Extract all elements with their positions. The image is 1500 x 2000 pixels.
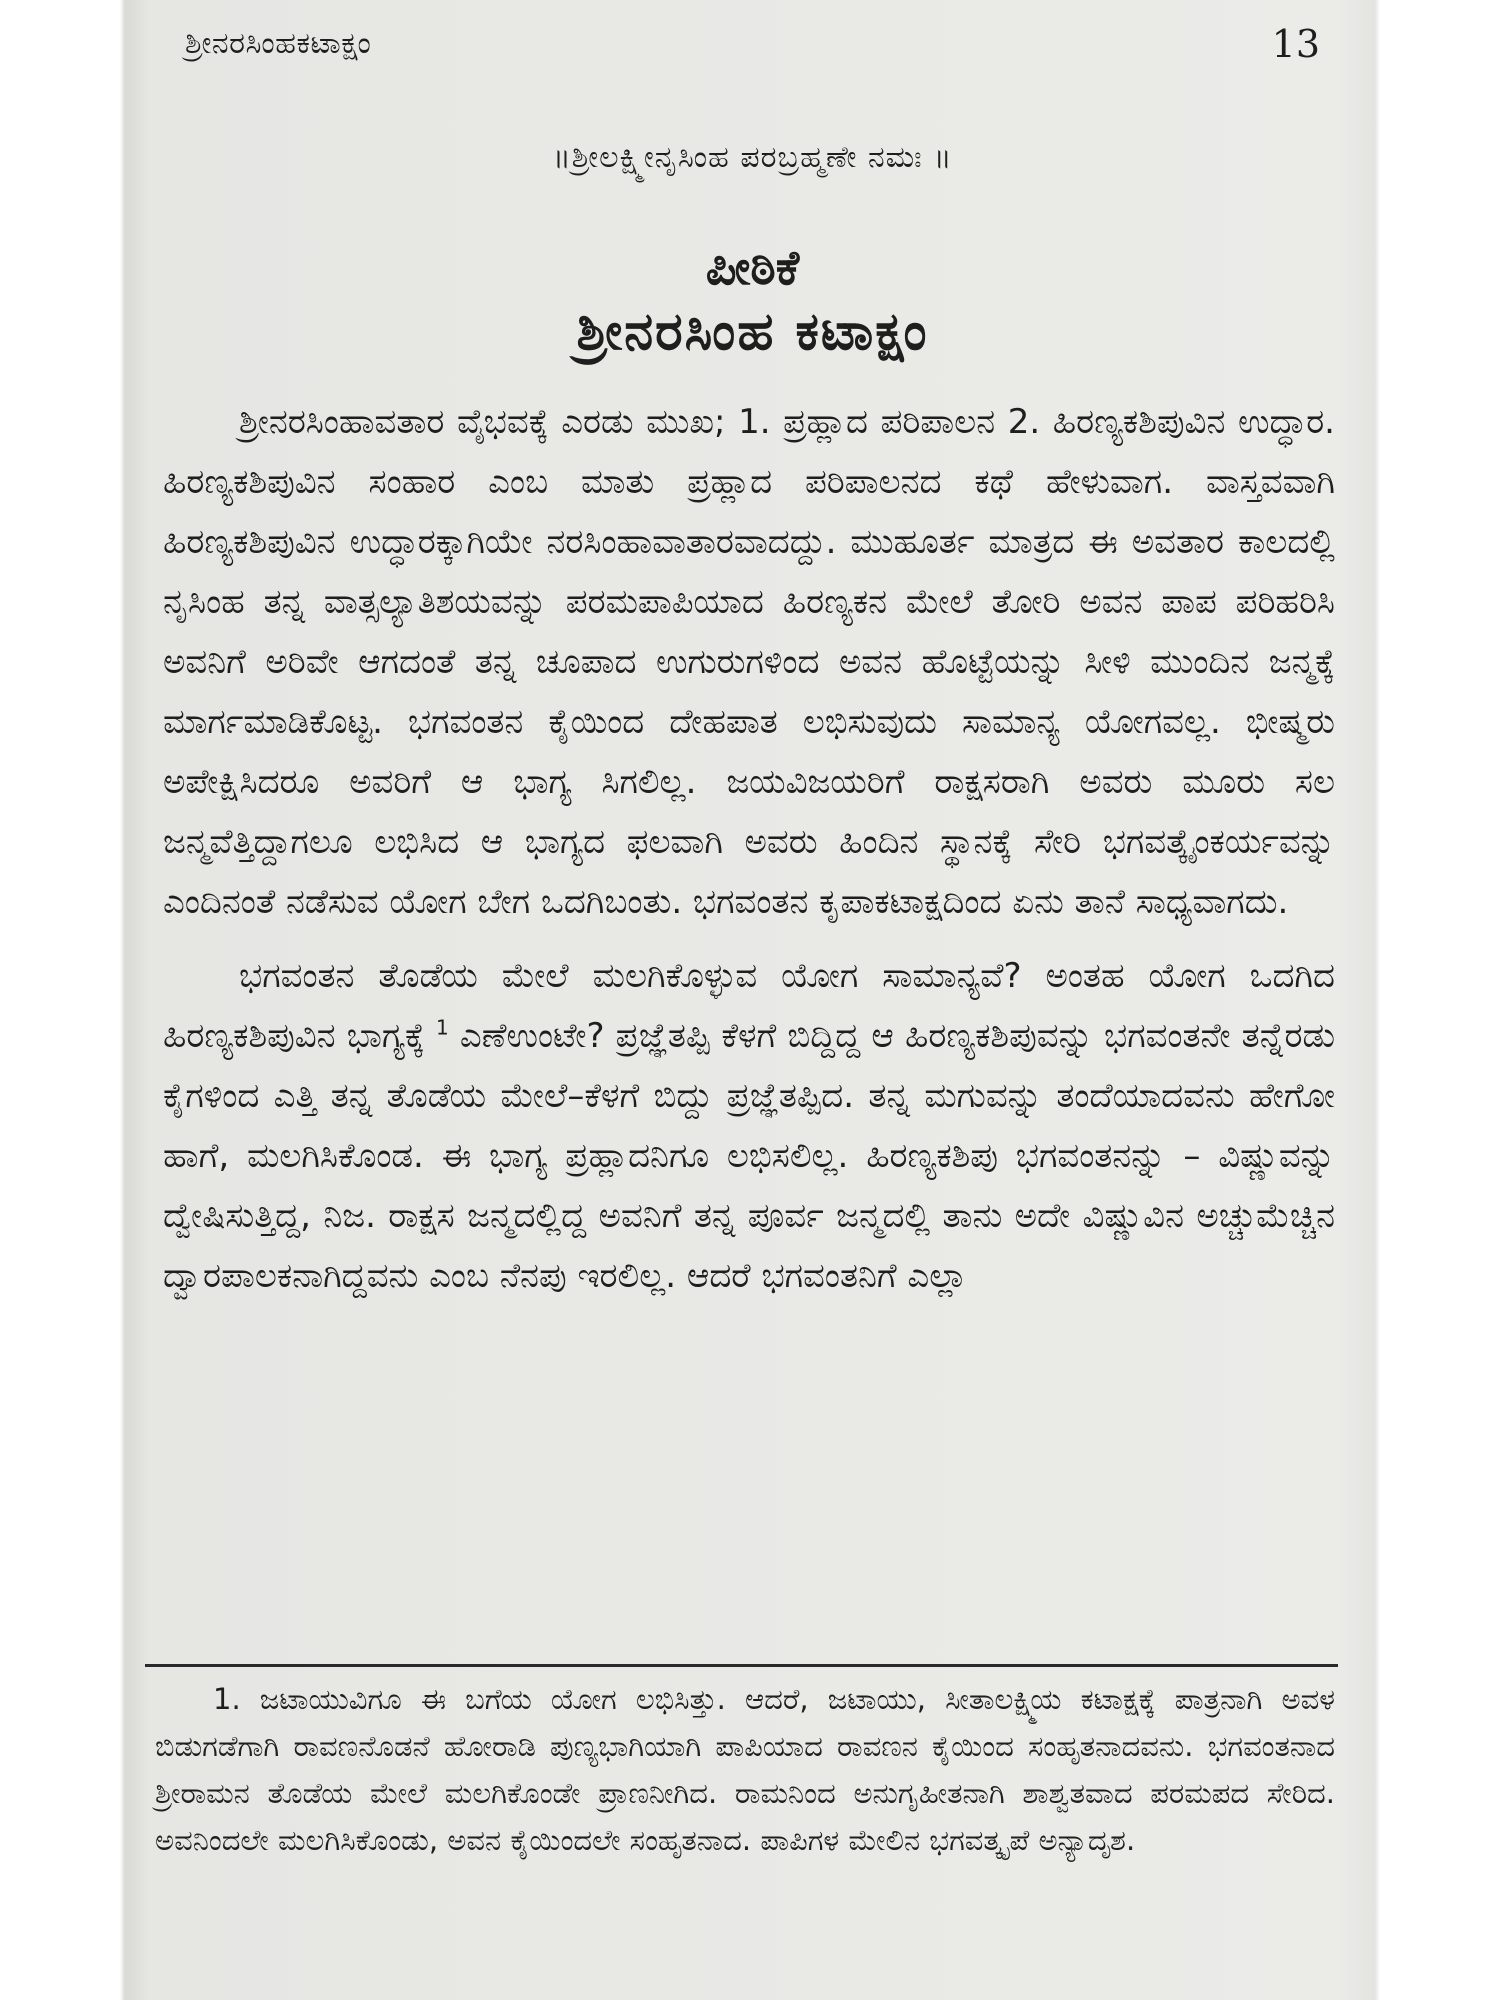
- paragraph-1: ಶ್ರೀನರಸಿಂಹಾವತಾರ ವೈಭವಕ್ಕೆ ಎರಡು ಮುಖ; 1. ಪ್ರಹ್ಲಾದ ಪರಿಪಾಲನ 2. ಹಿರಣ್ಯಕಶಿಪುವಿನ ಉದ್ಧಾರ. ಹಿರಣ್ಯಕಶಿಪುವಿನ ಸಂಹಾರ ಎಂಬ ಮಾತು ಪ್ರಹ್ಲಾದ ಪರಿಪಾಲನದ ಕಥೆ ಹೇಳುವಾಗ. ವಾಸ್ತವವಾಗಿ ಹಿರಣ್ಯಕಶಿಪುವಿನ ಉದ್ಧಾರಕ್ಕಾಗಿಯೇ ನರಸಿಂಹಾವಾತಾರವಾದದ್ದು. ಮುಹೂರ್ತ ಮಾತ್ರದ ಈ ಅವತಾರ ಕಾಲದಲ್ಲಿ ನೃಸಿಂಹ ತನ್ನ ವಾತ್ಸಲ್ಯಾತಿಶಯವನ್ನು ಪರಮಪಾಪಿಯಾದ ಹಿರಣ್ಯಕನ ಮೇಲೆ ತೋರಿ ಅವನ ಪಾಪ ಪರಿಹರಿಸಿ ಅವನಿಗೆ ಅರಿವೇ ಆಗದಂತೆ ತನ್ನ ಚೂಪಾದ ಉಗುರುಗಳಿಂದ ಅವನ ಹೊಟ್ಟೆಯನ್ನು ಸೀಳಿ ಮುಂದಿನ ಜನ್ಮಕ್ಕೆ ಮಾರ್ಗಮಾಡಿಕೊಟ್ಟ. ಭಗವಂತನ ಕೈಯಿಂದ ದೇಹಪಾತ ಲಭಿಸುವುದು ಸಾಮಾನ್ಯ ಯೋಗವಲ್ಲ. ಭೀಷ್ಮರು ಅಪೇಕ್ಷಿಸಿದರೂ ಅವರಿಗೆ ಆ ಭಾಗ್ಯ ಸಿಗಲಿಲ್ಲ. ಜಯವಿಜಯರಿಗೆ ರಾಕ್ಷಸರಾಗಿ ಅವರು ಮೂರು ಸಲ ಜನ್ಮವೆತ್ತಿದ್ದಾಗಲೂ ಲಭಿಸಿದ ಆ ಭಾಗ್ಯದ ಫಲವಾಗಿ ಅವರು ಹಿಂದಿನ ಸ್ಥಾನಕ್ಕೆ ಸೇರಿ ಭಗವತ್ಕೈಂಕರ್ಯವನ್ನು ಎಂದಿನಂತೆ ನಡೆಸುವ ಯೋಗ ಬೇಗ ಒದಗಿಬಂತು. ಭಗವಂತನ ಕೃಪಾಕಟಾಕ್ಷದಿಂದ ಏನು ತಾನೆ ಸಾಧ್ಯವಾಗದು.: [163, 402, 1335, 922]
- paragraph-2-start: ಭಗವಂತನ ತೊಡೆಯ ಮೇಲೆ ಮಲಗಿಕೊಳ್ಳುವ ಯೋಗ ಸಾಮಾನ್ಯವೆ? ಅಂತಹ ಯೋಗ ಒದಗಿದ ಹಿರಣ್ಯಕಶಿಪುವಿನ ಭಾಗ್ಯಕ್ಕೆ: [163, 956, 1335, 1056]
- paragraph-2: [163, 946, 1335, 1306]
- book-page: [125, 0, 1380, 2000]
- body-text: [163, 392, 1335, 1306]
- footnote-text: 1. ಜಟಾಯುವಿಗೂ ಈ ಬಗೆಯ ಯೋಗ ಲಭಿಸಿತ್ತು. ಆದರೆ, ಜಟಾಯು, ಸೀತಾಲಕ್ಷ್ಮಿಯ ಕಟಾಕ್ಷಕ್ಕೆ ಪಾತ್ರನಾಗಿ ಅವಳ ಬಿಡುಗಡೆಗಾಗಿ ರಾವಣನೊಡನೆ ಹೋರಾಡಿ ಪುಣ್ಯಭಾಗಿಯಾಗಿ ಪಾಪಿಯಾದ ರಾವಣನ ಕೈಯಿಂದ ಸಂಹೃತನಾದವನು. ಭಗವಂತನಾದ ಶ್ರೀರಾಮನ ತೊಡೆಯ ಮೇಲೆ ಮಲಗಿಕೊಂಡೇ ಪ್ರಾಣನೀಗಿದ. ರಾಮನಿಂದ ಅನುಗೃಹೀತನಾಗಿ ಶಾಶ್ವತವಾದ ಪರಮಪದ ಸೇರಿದ. ಅವನಿಂದಲೇ ಮಲಗಿಸಿಕೊಂಡು, ಅವನ ಕೈಯಿಂದಲೇ ಸಂಹೃತನಾದ. ಪಾಪಿಗಳ ಮೇಲಿನ ಭಗವತ್ಕೃಪೆ ಅನ್ಯಾದೃಶ.: [155, 1682, 1335, 1857]
- invocation-line: ॥ಶ್ರೀಲಕ್ಷ್ಮೀನೃಸಿಂಹ ಪರಬ್ರಹ್ಮಣೇ ನಮಃ ॥: [552, 140, 953, 175]
- chapter-title: ಶ್ರೀನರಸಿಂಹ ಕಟಾಕ್ಷಂ: [576, 302, 929, 362]
- paragraph-2-end: ಎಣೆಉಂಟೇ? ಪ್ರಜ್ಞೆತಪ್ಪಿ ಕೆಳಗೆ ಬಿದ್ದಿದ್ದ ಆ ಹಿರಣ್ಯಕಶಿಪುವನ್ನು ಭಗವಂತನೇ ತನ್ನೆರಡು ಕೈಗಳಿಂದ ಎತ್ತಿ ತನ್ನ ತೊಡೆಯ ಮೇಲೆ–ಕೆಳಗೆ ಬಿದ್ದು ಪ್ರಜ್ಞೆತಪ್ಪಿದ. ತನ್ನ ಮಗುವನ್ನು ತಂದೆಯಾದವನು ಹೇಗೋ ಹಾಗೆ, ಮಲಗಿಸಿಕೊಂಡ. ಈ ಭಾಗ್ಯ ಪ್ರಹ್ಲಾದನಿಗೂ ಲಭಿಸಲಿಲ್ಲ. ಹಿರಣ್ಯಕಶಿಪು ಭಗವಂತನನ್ನು – ವಿಷ್ಣುವನ್ನು ದ್ವೇಷಿಸುತ್ತಿದ್ದ, ನಿಜ. ರಾಕ್ಷಸ ಜನ್ಮದಲ್ಲಿದ್ದ ಅವನಿಗೆ ತನ್ನ ಪೂರ್ವ ಜನ್ಮದಲ್ಲಿ ತಾನು ಅದೇ ವಿಷ್ಣುವಿನ ಅಚ್ಚುಮೆಚ್ಚಿನ ದ್ವಾರಪಾಲಕನಾಗಿದ್ದವನು ಎಂಬ ನೆನಪು ಇರಲಿಲ್ಲ. ಆದರೆ ಭಗವಂತನಿಗೆ ಎಲ್ಲಾ: [163, 1016, 1336, 1296]
- section-heading: ಪೀಠಿಕೆ: [705, 240, 800, 296]
- footnote-reference: 1: [436, 1015, 449, 1040]
- running-head: ಶ್ರೀನರಸಿಂಹಕಟಾಕ್ಷಂ: [185, 26, 372, 61]
- footnote-divider: [145, 1664, 1338, 1667]
- page-number: 13: [1271, 22, 1320, 66]
